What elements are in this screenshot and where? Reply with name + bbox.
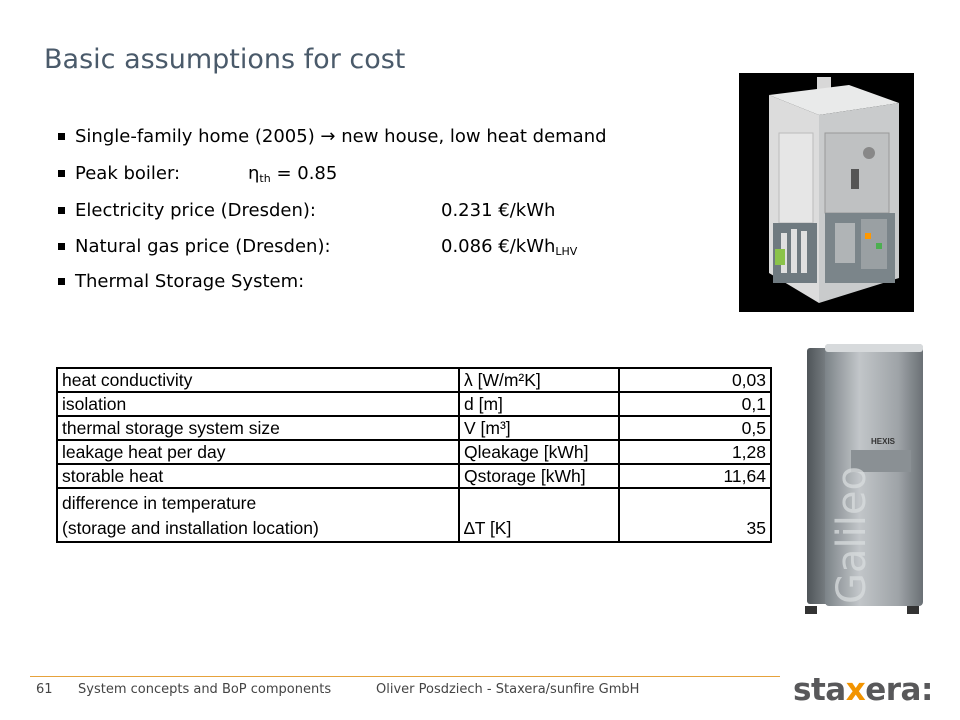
brand-label: HEXIS: [871, 437, 896, 446]
table-cell-label-line2: (storage and installation location): [62, 518, 319, 538]
thermal-storage-table: [56, 367, 772, 543]
table-cell-label: leakage heat per day: [57, 440, 459, 464]
bullet-value: 0.086 €/kWh$_{LHV}$: [441, 236, 578, 258]
table-row: [57, 464, 771, 488]
table-cell-unit: Qstorage [kWh]: [459, 464, 619, 488]
page-number: 61: [36, 682, 53, 697]
bullet-marker: [58, 133, 65, 140]
product-label: Galileo: [829, 466, 875, 604]
bullet-text: Natural gas price (Dresden):: [75, 236, 331, 257]
galileo-unit-photo: [795, 342, 935, 617]
table-cell-value: 0,1: [619, 392, 771, 416]
bullet-marker: [58, 278, 65, 285]
bullet-marker: [58, 243, 65, 250]
bullet-text: Electricity price (Dresden):: [75, 200, 316, 221]
bullet-text: Thermal Storage System:: [75, 271, 305, 292]
table-cell-label: storable heat: [57, 464, 459, 488]
bullet-marker: [58, 207, 65, 214]
table-cell-value: 0,03: [619, 368, 771, 392]
bullet-text: Single-family home (2005) → new house, low heat demand: [75, 126, 607, 147]
table-cell-unit: V [m³]: [459, 416, 619, 440]
table-cell-label: heat conductivity: [57, 368, 459, 392]
table-row: [57, 416, 771, 440]
table-cell-unit: ∆T [K]: [459, 488, 619, 542]
table-row: [57, 368, 771, 392]
table-cell-label-line1: difference in temperature: [62, 493, 257, 513]
table-cell-value: 0,5: [619, 416, 771, 440]
table-cell-unit: Qleakage [kWh]: [459, 440, 619, 464]
table-cell-label: thermal storage system size: [57, 416, 459, 440]
table-row: [57, 488, 771, 542]
bullet-value: 0.231 €/kWh: [441, 200, 556, 221]
fuel-cell-unit-photo: [739, 73, 914, 312]
footer-divider: [30, 676, 780, 677]
table-cell-unit: λ [W/m²K]: [459, 368, 619, 392]
bullet-marker: [58, 170, 65, 177]
footer-section: System concepts and BoP components: [78, 682, 332, 697]
bullet-text: Peak boiler:: [75, 163, 181, 184]
table-row: [57, 392, 771, 416]
slide-title: Basic assumptions for cost: [44, 44, 406, 75]
staxera-logo: staxera:: [793, 672, 933, 708]
table-cell-label: [57, 488, 459, 542]
table-cell-unit: d [m]: [459, 392, 619, 416]
table-cell-value: 1,28: [619, 440, 771, 464]
bullet-value: $\eta_{th} = 0.85$: [248, 163, 338, 185]
footer-author: Oliver Posdziech - Staxera/sunfire GmbH: [376, 682, 640, 697]
table-row: [57, 440, 771, 464]
table-cell-value: 11,64: [619, 464, 771, 488]
table-cell-label: isolation: [57, 392, 459, 416]
table-cell-value: 35: [619, 488, 771, 542]
